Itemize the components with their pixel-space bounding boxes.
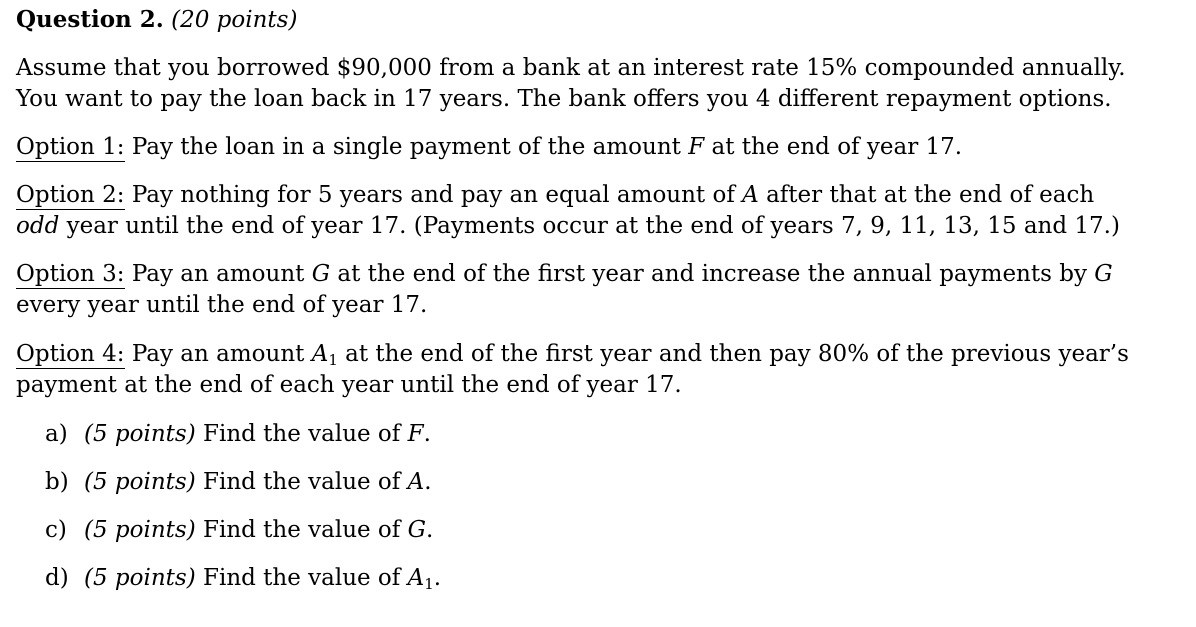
option-1-var: F: [688, 134, 705, 160]
option-2-line-2: [16, 211, 1120, 241]
option-4-line-1: [16, 339, 1129, 369]
option-1-text-pre: Pay the loan in a single payment of the amount: [124, 134, 689, 160]
part-d-text: Find the value of: [195, 565, 408, 591]
option-4-label: Option 4:: [16, 341, 125, 367]
part-b-label: b): [45, 469, 69, 495]
part-a-label: a): [45, 421, 68, 447]
question-title: Question 2.: [16, 6, 164, 33]
option-4-var-sub: 1: [328, 351, 338, 369]
part-d-var-sub: 1: [424, 575, 434, 593]
option-4-var: A: [311, 341, 329, 367]
option-3-label: Option 3:: [16, 261, 125, 287]
part-a-var: F: [407, 421, 424, 447]
part-d-var: A: [407, 565, 425, 591]
part-b-points: (5 points): [84, 469, 196, 495]
intro-line-1: Assume that you borrowed $90,000 from a bank at an interest rate 15% compounded annually.: [16, 55, 1126, 81]
option-2-line-2-text: year until the end of year 17. (Payments occur at the end of years 7, 9, 11, 13, 15 and 17.): [59, 213, 1120, 239]
option-2-text-pre: Pay nothing for 5 years and pay an equal amount of: [124, 182, 743, 208]
option-4-text-post: at the end of the first year and then pay 80% of the previous year’s: [337, 341, 1129, 367]
part-b-text: Find the value of: [195, 469, 408, 495]
part-d-points: (5 points): [84, 565, 196, 591]
option-2-var: A: [742, 182, 759, 208]
part-c-text: Find the value of: [195, 517, 408, 543]
question-points: (20 points): [171, 7, 298, 33]
part-a-end: .: [423, 421, 431, 447]
option-4-line-2: payment at the end of each year until the end of year 17.: [16, 372, 682, 398]
option-3-line-1: [16, 259, 1113, 289]
option-3-line-2: every year until the end of year 17.: [16, 292, 428, 318]
part-a-text: Find the value of: [195, 421, 408, 447]
option-2-odd: odd: [16, 213, 60, 239]
option-2-text-post: after that at the end of each: [758, 182, 1095, 208]
part-c: [45, 515, 433, 545]
part-d-end: .: [433, 565, 442, 591]
option-1-label: Option 1:: [16, 134, 125, 160]
part-d-label: d): [45, 565, 69, 591]
part-b-var: A: [407, 469, 425, 495]
intro-line-2: You want to pay the loan back in 17 years. The bank offers you 4 different repayment options.: [16, 86, 1112, 112]
part-c-label: c): [45, 517, 67, 543]
option-3-var-2: G: [1094, 261, 1113, 287]
option-2-label: Option 2:: [16, 182, 125, 208]
option-3-text-pre: Pay an amount: [124, 261, 312, 287]
part-a: [45, 419, 431, 449]
part-b-end: .: [424, 469, 432, 495]
option-4-text-pre: Pay an amount: [124, 341, 312, 367]
part-c-end: .: [425, 517, 434, 543]
question-heading: [16, 5, 297, 35]
part-c-points: (5 points): [84, 517, 196, 543]
part-a-points: (5 points): [84, 421, 196, 447]
part-c-var: G: [407, 517, 426, 543]
part-d: [45, 563, 441, 593]
option-3-var: G: [311, 261, 331, 287]
option-3-text-mid: at the end of the first year and increase the annual payments by: [330, 261, 1095, 287]
part-b: [45, 467, 432, 497]
option-2-line-1: [16, 180, 1094, 210]
option-1: [16, 132, 962, 162]
option-1-text-post: at the end of year 17.: [704, 134, 963, 160]
